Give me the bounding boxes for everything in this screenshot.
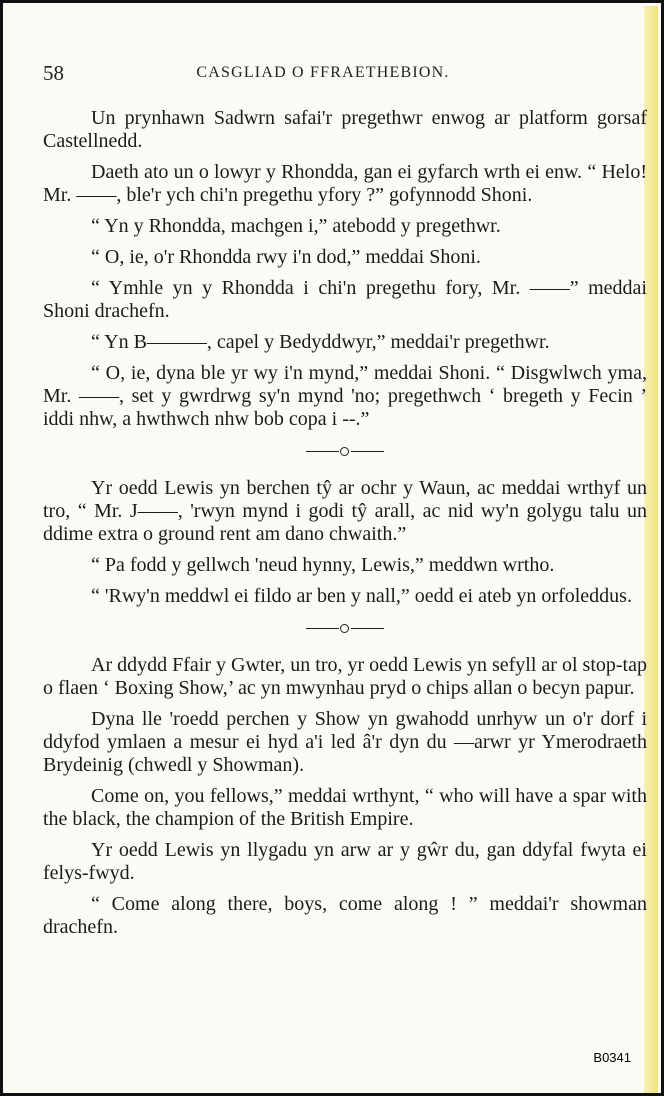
- paragraph: Yr oedd Lewis yn llygadu yn arw ar y gŵr du, gan ddyfal fwyta ei felys-fwyd.: [43, 839, 647, 884]
- paragraph: “ Yn y Rhondda, machgen i,” atebodd y pregethwr.: [91, 215, 501, 237]
- divider-ornament-icon: [340, 624, 349, 633]
- section-divider: [306, 622, 384, 636]
- divider-rule: [351, 451, 384, 452]
- anecdote: [43, 654, 647, 939]
- page-header: [43, 61, 603, 87]
- divider-ornament-icon: [340, 447, 349, 456]
- catalog-id: B0341: [593, 1050, 631, 1065]
- anecdote: [43, 107, 647, 431]
- section-divider: [306, 445, 384, 459]
- divider-rule: [306, 451, 339, 452]
- divider-rule: [351, 628, 384, 629]
- paragraph: Dyna lle 'roedd perchen y Show yn gwahodd unrhyw un o'r dorf i ddyfod ymlaen a mesur ei hyd a'i led â'r dyn du —arwr yr Ymerodraeth Brydeinig (chwedl y Showman).: [43, 708, 647, 776]
- paragraph: “ 'Rwy'n meddwl ei fildo ar ben y nall,” oedd ei ateb yn orfoleddus.: [91, 585, 632, 607]
- paragraph: “ Come along there, boys, come along ! ” meddai'r showman drachefn.: [43, 893, 647, 938]
- anecdote: [43, 477, 647, 608]
- paragraph: “ O, ie, dyna ble yr wy i'n mynd,” meddai Shoni. “ Disgwlwch yma, Mr. ——, set y gwrdrwg sy'n mynd 'no; pregethwch ‘ bregeth y Fecin ’ iddi nhw, a hwthwch nhw bob copa i --.”: [43, 362, 647, 430]
- paragraph: Un prynhawn Sadwrn safai'r pregethwr enwog ar platform gorsaf Castellnedd.: [43, 107, 647, 152]
- paragraph: “ Yn B———, capel y Bedyddwyr,” meddai'r pregethwr.: [91, 331, 550, 353]
- paragraph: Daeth ato un o lowyr y Rhondda, gan ei gyfarch wrth ei enw. “ Helo! Mr. ——, ble'r ych chi'n pregethu yfory ?” gofynnodd Shoni.: [43, 161, 647, 206]
- paragraph: Ar ddydd Ffair y Gwter, un tro, yr oedd Lewis yn sefyll ar ol stop-tap o flaen ‘ Boxing Show,’ ac yn mwynhau pryd o chips allan o becyn papur.: [43, 654, 647, 699]
- paragraph: Yr oedd Lewis yn berchen tŷ ar ochr y Waun, ac meddai wrthyf un tro, “ Mr. J——, 'rwyn mynd i godi tŷ arall, ac nid wy'n golygu talu un ddime extra o ground rent am dano chwaith.”: [43, 477, 647, 545]
- paragraph: “ O, ie, o'r Rhondda rwy i'n dod,” meddai Shoni.: [91, 246, 481, 268]
- paragraph: Come on, you fellows,” meddai wrthynt, “ who will have a spar with the black, the champion of the British Empire.: [43, 785, 647, 830]
- paragraph: “ Ymhle yn y Rhondda i chi'n pregethu fory, Mr. ——” meddai Shoni drachefn.: [43, 277, 647, 322]
- paragraph: “ Pa fodd y gellwch 'neud hynny, Lewis,” meddwn wrtho.: [91, 554, 555, 576]
- page-number: 58: [43, 61, 64, 85]
- running-title: CASGLIAD O FFRAETHEBION.: [196, 64, 450, 81]
- divider-rule: [306, 628, 339, 629]
- page-body: [43, 107, 647, 947]
